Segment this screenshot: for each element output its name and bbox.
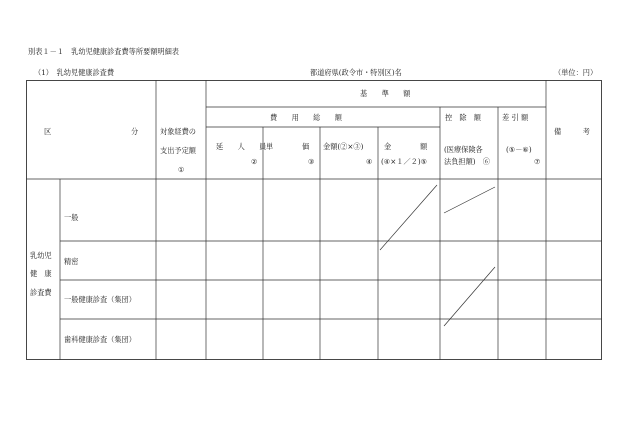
kojo-line2: 法負担額) ⑥ xyxy=(444,157,490,166)
cost-table xyxy=(26,80,602,360)
enjin-label: 延 人 員 xyxy=(216,142,267,151)
row-label-shudan: 一般健康診査（集団） xyxy=(64,295,136,304)
tanka-label: 単 価 xyxy=(266,142,310,151)
taisho-line2: 支出予定額 xyxy=(160,146,196,155)
group-label-line1: 乳幼児 xyxy=(30,251,52,260)
sashihiki-header: 差 引 額 xyxy=(502,113,529,122)
kijun-header: 基 準 額 xyxy=(360,89,411,98)
bun-label: 分 xyxy=(131,127,139,136)
enjin-number: ② xyxy=(251,157,258,166)
hiyou-header: 費 用 総 額 xyxy=(270,113,342,122)
sashihiki-formula: (⑤－⑥) xyxy=(506,145,532,154)
kingaku2-label: 金 額 xyxy=(384,142,428,151)
kingaku2-formula: (④×１／２)⑤ xyxy=(381,157,428,166)
tanka-number: ③ xyxy=(308,157,315,166)
sashihiki-number: ⑦ xyxy=(534,157,541,166)
group-label-line2: 健 康 xyxy=(30,269,52,278)
kojo-line1: (医療保険各 xyxy=(444,145,483,154)
section-label: （1） 乳幼児健康診査費 xyxy=(34,68,115,77)
kubun-label: 区 xyxy=(44,127,52,136)
group-label-line3: 診査費 xyxy=(30,288,52,297)
unit-label: （単位：円） xyxy=(554,68,598,77)
page-title: 別表１－１ 乳幼児健康診査費等所要額明細表 xyxy=(28,47,179,56)
row-label-seimitsu: 精密 xyxy=(64,257,79,266)
biko-header: 備 考 xyxy=(554,127,590,136)
row-label-shika: 歯科健康診査（集団） xyxy=(64,335,136,344)
taisho-number: ① xyxy=(178,165,185,174)
row-label-ippan: 一般 xyxy=(64,213,79,222)
taisho-line1: 対象経費の xyxy=(160,127,196,136)
kojo-header: 控 除 額 xyxy=(445,113,481,122)
table-grid xyxy=(26,80,602,360)
prefecture-label: 都道府県(政令市・特別区)名 xyxy=(310,68,402,77)
kingaku1-number: ④ xyxy=(366,157,373,166)
kingaku1-label: 金額(②×③) xyxy=(323,142,364,151)
